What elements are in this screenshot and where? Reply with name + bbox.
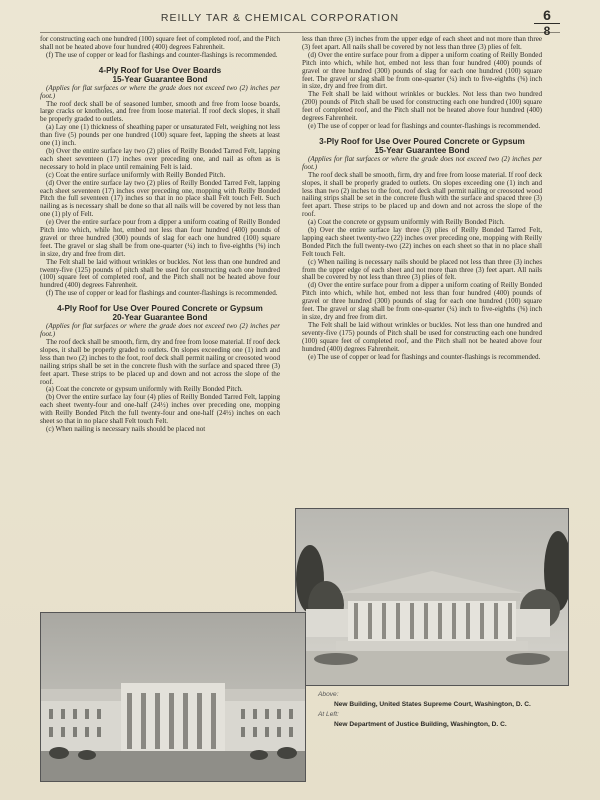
heading-line: 4-Ply Roof for Use Over Boards (98, 65, 222, 75)
paragraph: (f) The use of copper or lead for flashings and counter-flashings is recommended. (46, 50, 278, 59)
paragraph: (c) Coat the entire surface uniformly with Reilly Bonded Pitch. (46, 170, 226, 179)
paragraph: (d) Over the entire surface lay two (2) plies of Reilly Bonded Tarred Felt, lapping each sheet seventeen (17) inches over preceding one, mopping with Reilly Bonded Pitch the full seventeen (17) inches so that in no place shall Felt touch Felt. Such nailing as is necessary shall be done so that all nails will be covered by not less than one (1) ply of Felt. (40, 178, 280, 219)
paragraph: (a) Coat the concrete or gypsum uniformly with Reilly Bonded Pitch. (308, 218, 505, 227)
paragraph: The Felt shall be laid without wrinkles or buckles. Not less than one hundred and twenty-five (125) pounds of pitch shall be used for constructing each one hundred (100) square feet of completed roof, and the Pitch shall not be heated above four hundred (400) degrees Fahrenheit. (40, 257, 280, 290)
page-number-bottom: 8 (543, 24, 551, 38)
heading-line: 15-Year Guarantee Bond (374, 145, 470, 155)
section-heading (40, 66, 280, 84)
supreme-court-photo (295, 508, 569, 686)
paragraph: for constructing each one hundred (100) square feet of completed roof, and the Pitch shall not be heated above four hundred (400) degrees Fahrenheit. (40, 35, 280, 51)
paragraph: (c) When nailing is necessary nails should be placed not less than three (3) inches from the upper edge of each sheet and not more than three (3) feet apart. All nails shall be covered by not less than three (3) plies of felt. (302, 257, 542, 282)
page-header (40, 7, 560, 38)
paragraph: (a) Coat the concrete or gypsum uniformly with Reilly Bonded Pitch. (46, 385, 243, 394)
page-number (534, 8, 560, 38)
heading-line: 20-Year Guarantee Bond (112, 313, 208, 323)
section-heading (302, 137, 542, 155)
applies-note: (Applies for flat surfaces or where the grade does not exceed two (2) inches per foot.) (302, 154, 542, 171)
header-title: REILLY TAR & CHEMICAL CORPORATION (160, 12, 400, 24)
right-column (302, 36, 542, 486)
paragraph: (c) When nailing is necessary nails should be placed not (46, 424, 206, 433)
paragraph: The roof deck shall be smooth, firm, dry and free from loose material. If roof deck slopes, it shall be properly graded to outlets. On slopes exceeding one (1) inch and less than two (2) inches to the foot, roof deck shall permit nailing or creosoted wood nailing strips shall be set in the concrete flush with the surface and spaced three (3) feet apart. These strips to be placed up and down and not across the slope of the roof. (40, 338, 281, 386)
paragraph: (a) Lay one (1) thickness of sheathing paper or unsaturated Felt, weighing not less than five (5) pounds per one hundred (100) square feet, lapping the sheets at least one (1) inch. (40, 123, 280, 148)
caption-label: At Left: (318, 711, 339, 718)
caption-text: New Department of Justice Building, Washington, D. C. (334, 721, 507, 728)
paragraph: (f) The use of copper or lead for flashings and counter-flashings is recommended. (46, 289, 278, 298)
left-column (40, 36, 280, 596)
photo-captions (318, 690, 568, 730)
paragraph: (e) Over the entire surface pour from a dipper a uniform coating of Reilly Bonded Pitch into which, while hot, embed not less than four hundred (400) pounds of gravel or three hundred (300) pounds of slag for each one hundred (100) square feet. The gravel or slag shall be from one-quarter (¼) inch to five-eighths (⅝) inch in size, dry and free from dirt. (40, 218, 280, 258)
heading-line: 4-Ply Roof for Use Over Poured Concrete or Gypsum (57, 304, 263, 314)
paragraph: (e) The use of copper or lead for flashings and counter-flashings is recommended. (308, 121, 541, 130)
page-number-top: 6 (534, 8, 560, 24)
justice-building-photo (40, 612, 306, 782)
caption-label: Above: (318, 691, 339, 698)
heading-line: 15-Year Guarantee Bond (112, 74, 208, 84)
paragraph: less than three (3) inches from the upper edge of each sheet and not more than three (3) feet apart. All nails shall be covered by not less than three (3) plies of felt. (302, 35, 542, 51)
paragraph: The roof deck shall be of seasoned lumber, smooth and free from loose boards, large cracks or knotholes, and free from loose material. If roof deck slopes, it shall be properly graded to outlets. (40, 99, 280, 124)
paragraph: (b) Over the entire surface lay three (3) plies of Reilly Bonded Tarred Felt, lapping each sheet twenty-two (22) inches over preceding one, mopping with Reilly Bonded Pitch the full twenty-two (22) inches on each sheet so that in no place shall Felt touch Felt. (302, 226, 542, 258)
applies-note: (Applies for flat surfaces or where the grade does not exceed two (2) inches per foot.) (40, 322, 280, 339)
heading-line: 3-Ply Roof for Use Over Poured Concrete or Gypsum (319, 136, 525, 146)
applies-note: (Applies for flat surfaces or where the grade does not exceed two (2) inches per foot.) (40, 83, 280, 100)
paragraph: (d) Over the entire surface pour from a dipper a uniform coating of Reilly Bonded Pitch into which, while hot, embed not less than four hundred (400) pounds of gravel or three hundred (300) pounds of slag for each one hundred (100) square feet. The gravel or slag shall be from one-quarter (¼) inch to five-eighths (⅝) inch in size, dry and free from dirt. (302, 281, 542, 321)
paragraph: The roof deck shall be smooth, firm, dry and free from loose material. If roof deck slopes, it shall be properly graded to outlets. On slopes exceeding one (1) inch and less than two (2) inches to the foot, roof deck shall permit nailing or creosoted wood nailing strips shall be set in the concrete flush with the surface and spaced three (3) feet apart. These strips to be placed up and down and not across the slope of the roof. (302, 170, 543, 219)
paragraph: The Felt shall be laid without wrinkles or buckles. Not less than two hundred (200) pounds of Pitch shall be used for constructing each one hundred (100) square feet of completed roof, and the Pitch shall not be heated above four hundred (400) degrees Fahrenheit. (302, 90, 542, 123)
section-heading (40, 304, 280, 322)
paragraph: (b) Over the entire surface lay four (4) plies of Reilly Bonded Tarred Felt, lapping each sheet twenty-four and one-half (24½) inches over preceding one, mopping with Reilly Bonded Pitch the full twenty-four and one-half (24½) inches on each sheet so that in no place shall Felt touch Felt. (40, 393, 280, 426)
paragraph: The Felt shall be laid without wrinkles or buckles. Not less than one hundred and seventy-five (175) pounds of Pitch shall be used for constructing each one hundred (100) square feet of completed roof, and the Pitch shall not be heated above four hundred (400) degrees Fahrenheit. (302, 320, 542, 353)
caption-text: New Building, United States Supreme Court, Washington, D. C. (334, 701, 531, 708)
paragraph: (b) Over the entire surface lay two (2) plies of Reilly Bonded Tarred Felt, lapping each sheet seventeen (17) inches over preceding one, and nail as often as is necessary to hold in place until remaining Felt is laid. (40, 146, 280, 171)
paragraph: (d) Over the entire surface pour from a dipper a uniform coating of Reilly Bonded Pitch into which, while hot, embed not less than four hundred (400) pounds of gravel or three hundred (300) pounds of slag for each one hundred (100) square feet. The gravel or slag shall be from one-quarter (¼) inch to five-eighths (⅝) inch in size, dry and free from dirt. (302, 50, 542, 91)
paragraph: (e) The use of copper or lead for flashings and counter-flashings is recommended. (308, 352, 541, 361)
